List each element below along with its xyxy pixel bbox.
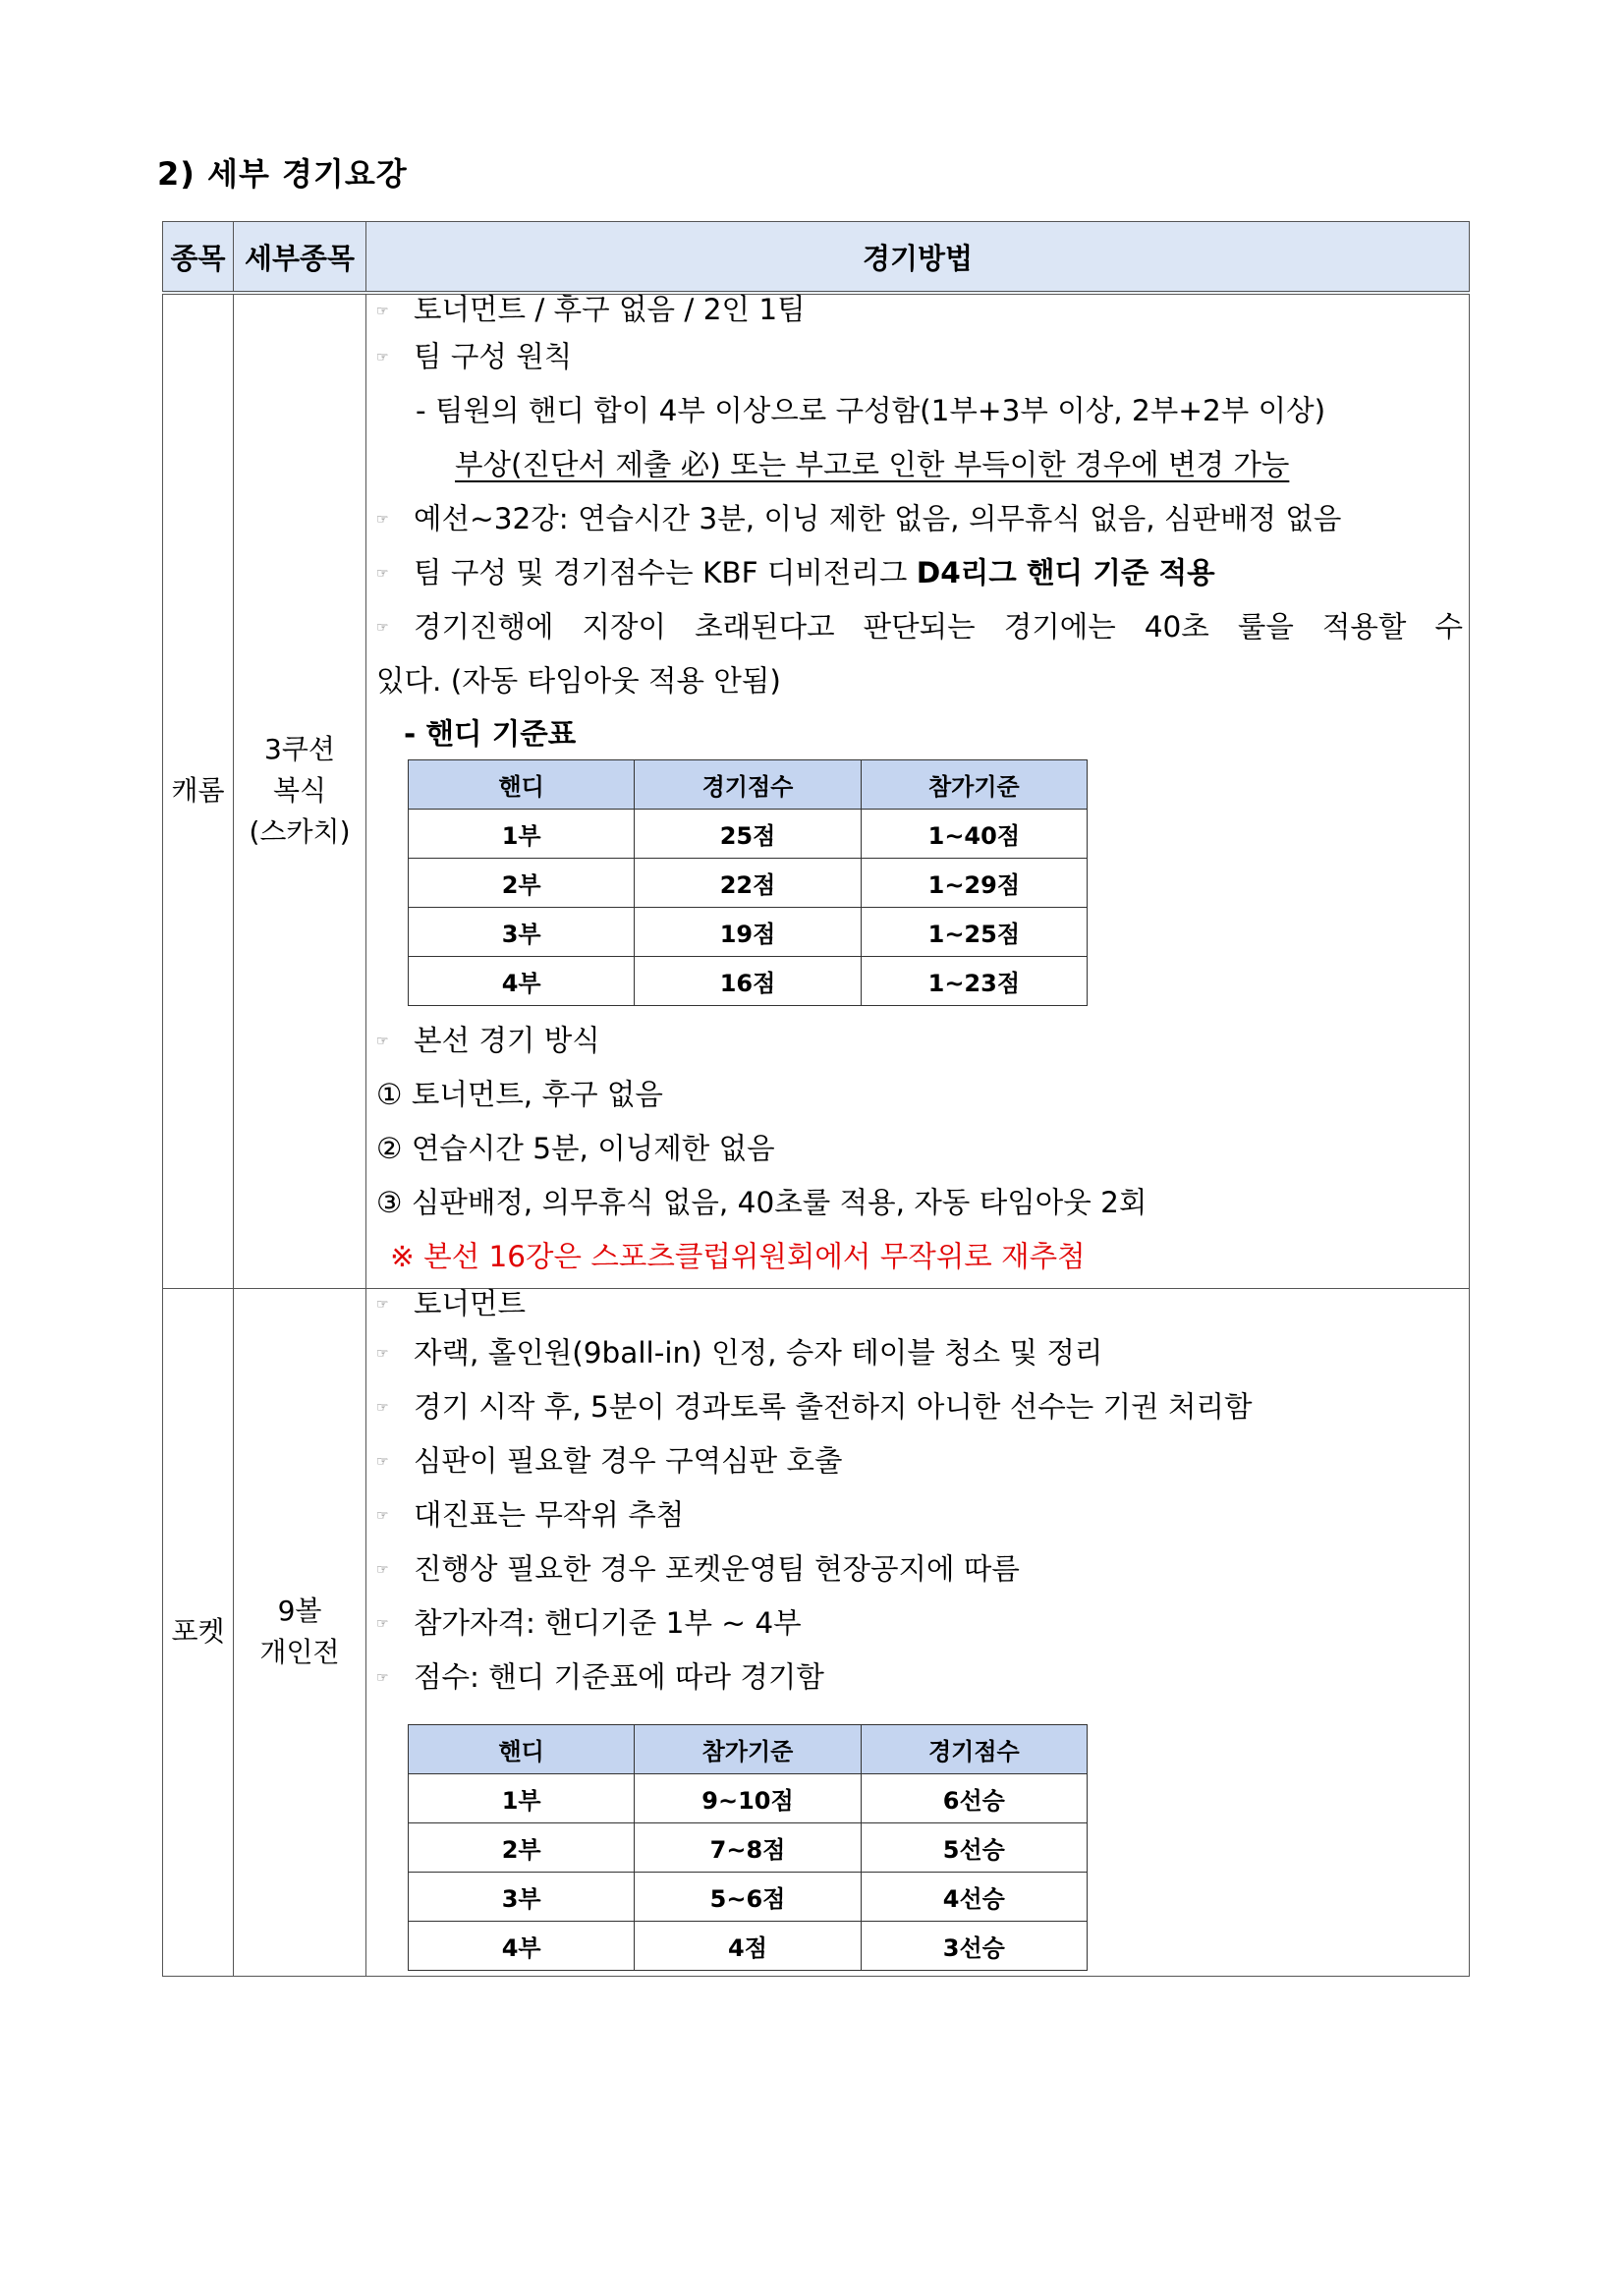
pocket-sub-event-line: 9볼 <box>277 1595 322 1627</box>
pointing-hand-icon: ☞ <box>376 512 388 528</box>
table-row: 4부 16점 1~23점 <box>409 957 1088 1006</box>
pocket-line: ☞ 진행상 필요한 경우 포켓운영팀 현장공지에 따름 <box>376 1542 1469 1596</box>
header-method: 경기방법 <box>366 222 1470 294</box>
carom-line: ☞ 토너먼트 / 후구 없음 / 2인 1팀 <box>376 293 806 326</box>
pocket-line: ☞ 대진표는 무작위 추첨 <box>376 1488 1469 1542</box>
carom-sub-event-line: 복식 <box>272 774 327 808</box>
table-row: 2부 7~8점 5선승 <box>409 1822 1088 1872</box>
carom-line: ☞ 본선 경기 방식 <box>376 1014 1469 1068</box>
pointing-hand-icon: ☞ <box>376 1561 388 1578</box>
pocket-method <box>366 1288 1470 1976</box>
pointing-hand-icon: ☞ <box>376 1453 388 1470</box>
col-score: 경기점수 <box>635 760 861 810</box>
pointing-hand-icon: ☞ <box>376 1615 388 1632</box>
pointing-hand-icon: ☞ <box>376 1297 388 1313</box>
pocket-sub-event-line: 개인전 <box>259 1636 340 1668</box>
pointing-hand-icon: ☞ <box>376 620 388 636</box>
carom-line: 있다. (자동 타임아웃 적용 안됨) <box>376 664 781 698</box>
col-score: 경기점수 <box>861 1724 1087 1773</box>
col-criteria: 참가기준 <box>635 1724 861 1773</box>
pocket-line: ☞ 심판이 필요할 경우 구역심판 호출 <box>376 1434 1469 1488</box>
carom-notice: ※ 본선 16강은 스포츠클럽위원회에서 무작위로 재추첨 <box>390 1240 1086 1273</box>
table-row: 1부 9~10점 6선승 <box>409 1773 1088 1822</box>
carom-event: 캐롬 <box>163 293 234 1288</box>
table-row: 3부 5~6점 4선승 <box>409 1872 1088 1921</box>
carom-line: ② 연습시간 5분, 이닝제한 없음 <box>376 1132 775 1165</box>
carom-line: ☞ 경기진행에 지장이 초래된다고 판단되는 경기에는 40초 룰을 적용할 수 <box>376 600 1469 654</box>
pointing-hand-icon: ☞ <box>376 1669 388 1686</box>
pointing-hand-icon: ☞ <box>376 566 388 582</box>
pocket-line: ☞ 자랙, 홀인원(9ball-in) 인정, 승자 테이블 청소 및 정리 <box>376 1326 1469 1380</box>
carom-sub-event-line: 3쿠션 <box>264 733 335 766</box>
carom-row <box>163 293 1470 1288</box>
table-row: 2부 22점 1~29점 <box>409 859 1088 908</box>
header-sub-event: 세부종목 <box>234 222 366 294</box>
carom-line: ③ 심판배정, 의무휴식 없음, 40초룰 적용, 자동 타임아웃 2회 <box>376 1186 1148 1219</box>
carom-method <box>366 293 1470 1288</box>
pocket-line: ☞ 경기 시작 후, 5분이 경과토록 출전하지 아니한 선수는 기권 처리함 <box>376 1380 1469 1434</box>
match-rules-table <box>162 221 1470 1977</box>
table-row: 1부 25점 1~40점 <box>409 810 1088 859</box>
col-handicap: 핸디 <box>409 1724 635 1773</box>
pocket-line: ☞ 참가자격: 핸디기준 1부 ~ 4부 <box>376 1596 1469 1651</box>
pocket-handicap-header <box>409 1724 1088 1773</box>
carom-line: ☞ 팀 구성 원칙 <box>376 330 1469 384</box>
pocket-line: ☞ 점수: 핸디 기준표에 따라 경기함 <box>376 1651 1469 1705</box>
header-row <box>163 222 1470 294</box>
pointing-hand-icon: ☞ <box>376 1034 388 1049</box>
table-row: 3부 19점 1~25점 <box>409 908 1088 957</box>
carom-line: - 팀원의 핸디 합이 4부 이상으로 구성함(1부+3부 이상, 2부+2부 이상) <box>416 394 1326 427</box>
carom-sub-event-line: (스카치) <box>249 815 351 849</box>
pocket-sub-event <box>234 1288 366 1976</box>
carom-table-heading: - 핸디 기준표 <box>404 717 577 751</box>
pointing-hand-icon: ☞ <box>376 1345 388 1362</box>
carom-sub-event <box>234 293 366 1288</box>
pocket-line: ☞ 토너먼트 <box>376 1286 526 1320</box>
carom-line: 부상(진단서 제출 必) 또는 부고로 인한 부득이한 경우에 변경 가능 <box>455 448 1290 481</box>
section-title: 2) 세부 경기요강 <box>157 155 408 193</box>
pointing-hand-icon: ☞ <box>376 303 388 319</box>
carom-line: ① 토너먼트, 후구 없음 <box>376 1078 663 1111</box>
pocket-event: 포켓 <box>163 1288 234 1976</box>
pocket-row <box>163 1288 1470 1976</box>
col-criteria: 참가기준 <box>861 760 1087 810</box>
carom-line: ☞ 예선~32강: 연습시간 3분, 이닝 제한 없음, 의무휴식 없음, 심판배정 없음 <box>376 492 1469 546</box>
table-row: 4부 4점 3선승 <box>409 1921 1088 1970</box>
carom-handicap-header <box>409 760 1088 810</box>
pointing-hand-icon: ☞ <box>376 1507 388 1524</box>
pointing-hand-icon: ☞ <box>376 1399 388 1416</box>
header-event: 종목 <box>163 222 234 294</box>
carom-line: ☞ 팀 구성 및 경기점수는 KBF 디비전리그 D4리그 핸디 기준 적용 <box>376 546 1469 600</box>
col-handicap: 핸디 <box>409 760 635 810</box>
pocket-handicap-table <box>408 1724 1088 1971</box>
pointing-hand-icon: ☞ <box>376 350 388 365</box>
carom-handicap-table <box>408 759 1088 1006</box>
